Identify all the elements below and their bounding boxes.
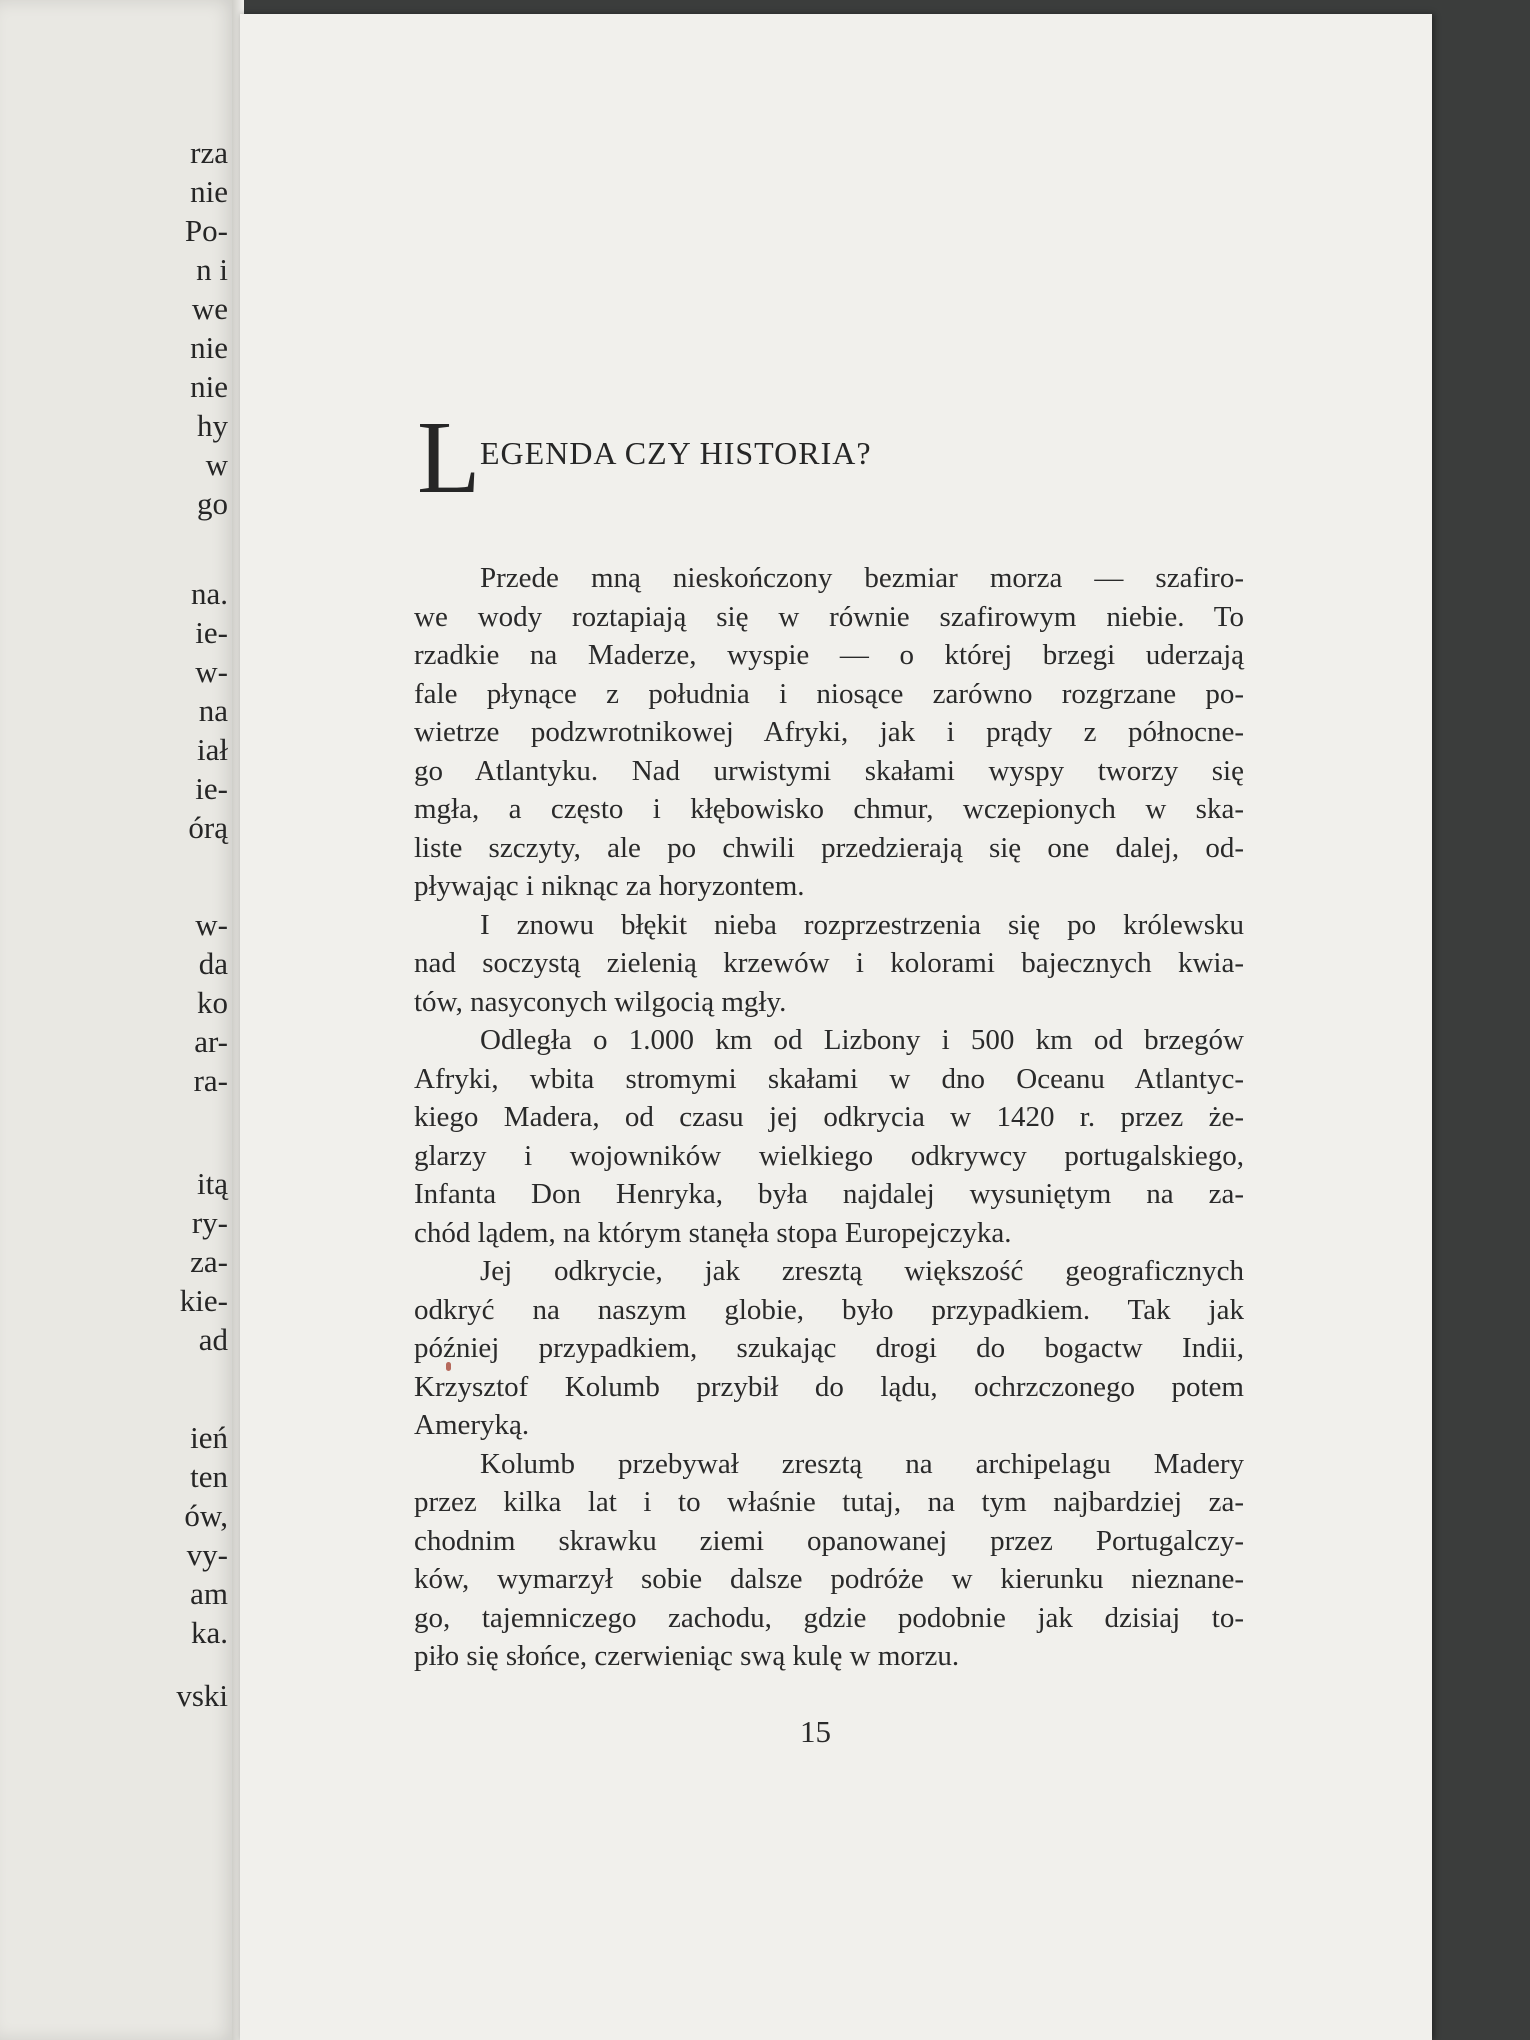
left-fragment: ad [198,1322,228,1357]
left-fragment: vski [176,1678,228,1713]
text-line: rzadkie na Maderze, wyspie — o której brzegi uderzają [414,639,1244,671]
left-fragment: kie- [179,1283,228,1318]
text-line: pływając i niknąc za horyzontem. [414,870,805,902]
left-fragment: ka. [190,1615,228,1650]
text-line: odkryć na naszym globie, było przypadkiem. Tak jak [414,1293,1244,1326]
text-line: glarzy i wojowników wielkiego odkrywcy portugalskiego, [414,1139,1244,1172]
text-line: kiego Madera, od czasu jej odkrycia w 1420 r. przez że- [414,1101,1244,1133]
chapter-title [417,400,1117,515]
text-line: Ameryką. [414,1409,530,1441]
text-line: Infanta Don Henryka, była najdalej wysuniętym na za- [414,1178,1244,1210]
left-fragment: ień [190,1420,228,1455]
text-line: chodnim skrawku ziemi opanowanej przez Portugalczy- [414,1524,1244,1557]
left-fragment: we [191,291,228,326]
text-line: nad soczystą zielenią krzewów i kolorami bajecznych kwia- [414,947,1244,979]
text-line: chód lądem, na którym stanęła stopa Europejczyka. [414,1216,1012,1249]
left-fragment: Po- [184,213,228,248]
text-line: Przede mną nieskończony bezmiar morza — szafiro- [480,562,1244,594]
text-line: Krzysztof Kolumb przybił do lądu, ochrzczonego potem [414,1370,1244,1403]
left-fragment: ie- [195,771,228,806]
text-line: ków, wymarzył sobie dalsze podróże w kierunku nieznane- [414,1563,1244,1595]
left-fragment: za- [190,1244,228,1279]
text-line: fale płynące z południa i niosące zarówno rozgrzane po- [414,677,1244,710]
right-page [240,14,1432,2040]
title-dropcap: L [417,400,481,515]
left-fragment: w [205,447,228,482]
text-line: przez kilka lat i to właśnie tutaj, na tym najbardziej za- [414,1486,1244,1518]
left-fragment: hy [197,408,228,443]
left-fragment: órą [188,810,228,845]
left-fragment: nie [190,369,228,404]
text-line: później przypadkiem, szukając drogi do bogactw Indii, [414,1332,1244,1364]
left-fragment: ry- [191,1205,228,1240]
left-fragment: vy- [186,1537,228,1572]
text-line: mgła, a często i kłębowisko chmur, wczepionych w ska- [414,793,1244,825]
text-line: Odległa o 1.000 km od Lizbony i 500 km od brzegów [480,1024,1244,1056]
left-fragment: ów, [184,1498,228,1533]
text-line: Kolumb przebywał zresztą na archipelagu Madery [480,1447,1244,1480]
left-fragment: nie [190,174,228,209]
title-text: EGENDA CZY HISTORIA? [480,435,872,471]
left-fragment: nie [190,330,228,365]
left-fragment: na [198,693,228,728]
left-page [0,0,238,2040]
text-line: tów, nasyconych wilgocią mgły. [414,985,787,1018]
left-fragment: am [190,1576,228,1611]
text-line: Jej odkrycie, jak zresztą większość geograficznych [480,1255,1244,1287]
left-fragment: na. [190,576,228,611]
text-line: piło się słońce, czerwieniąc swą kulę w morzu. [414,1640,960,1672]
page-number: 15 [800,1714,831,1749]
left-fragment: da [198,946,228,981]
left-fragment: ten [190,1459,228,1494]
left-fragment: itą [197,1166,228,1201]
left-fragment: w- [195,907,228,942]
text-line: Afryki, wbita stromymi skałami w dno Oceanu Atlantyc- [414,1062,1244,1095]
left-fragment: ar- [194,1024,228,1059]
left-fragment: w- [195,654,228,689]
left-fragment: ko [197,985,228,1020]
text-line: go Atlantyku. Nad urwistymi skałami wyspy tworzy się [414,754,1244,787]
left-fragment: n i [196,252,228,287]
text-line: liste szczyty, ale po chwili przedzierają się one dalej, od- [414,831,1244,864]
body-text [414,559,1244,1676]
left-fragment: iał [197,732,228,767]
left-fragment: ra- [193,1063,228,1098]
left-fragment: rza [190,135,228,170]
text-line: we wody roztapiają się w równie szafirowym niebie. To [414,600,1244,633]
text-line: wietrze podzwrotnikowej Afryki, jak i prądy z północne- [414,716,1244,748]
text-line: go, tajemniczego zachodu, gdzie podobnie jak dzisiaj to- [414,1601,1244,1634]
left-fragment: go [197,486,228,521]
text-line: I znowu błękit nieba rozprzestrzenia się po królewsku [480,908,1244,941]
left-fragment: ie- [195,615,228,650]
